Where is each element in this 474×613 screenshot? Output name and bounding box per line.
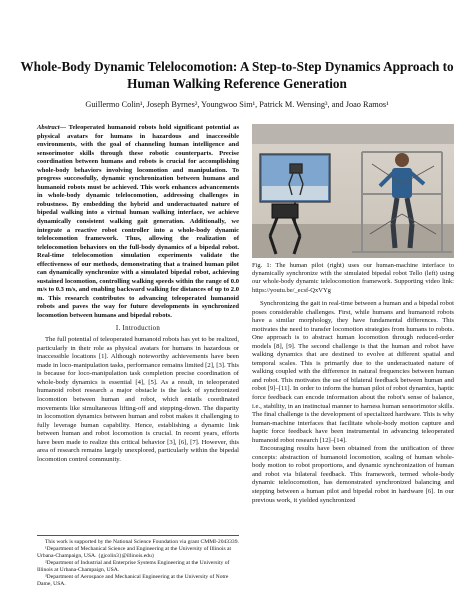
abstract	[37, 124, 239, 321]
figure-1-caption: Fig. 1: The human pilot (right) uses our human-machine interface to dynamically synchronize with the simulated bipedal robot Tello (left) using our whole-body dynamic telelocomotion framework. Supporting video link: https://youtu.be/_ecsf-QxVYg	[252, 262, 454, 294]
intro-paragraph: The full potential of teleoperated humanoid robots has yet to be realized, particularly in their role as physical avatars for humans in hazardous or inaccessible locations [1]. Although noteworthy achievements have been made in loco-manipulation tasks, performance remains limited [2], [3]. This is because for loco-manipulation task completion precise coordination of whole-body dynamics is essential [4], [5]. As a result, in teleoperated humanoid robot research a major obstacle is the lack of synchronized locomotion between human and robot, which entails coordinated movements like simultaneous lifting-off and stepping-down. The disparity in locomotion dynamics between human and robot makes it challenging to fully leverage human capability. Hence, establishing a dynamic link between human and robot locomotion is crucial. In recent years, efforts have been made to realize this critical behavior [3], [6], [7]. However, this area of research remains largely unexplored, particularly within the bipedal locomotion control community.	[37, 336, 239, 463]
author-list: Guillermo Colin¹, Joseph Byrnes², Youngwoo Sim¹, Patrick M. Wensing³, and Joao Ramos¹	[85, 100, 389, 109]
footnote-affiliation-1: ¹Department of Mechanical Science and Engineering at the University of Illinois at Urbana-Champaign, USA. {gjcolin3}@illinois.edu}	[37, 546, 232, 559]
left-column	[37, 124, 239, 464]
figure-1-image	[252, 124, 454, 258]
footnote-affiliation-3: ³Department of Aerospace and Mechanical Engineering at the University of Notre Dame, USA.	[37, 574, 229, 587]
paper-title: Whole-Body Dynamic Telelocomotion: A Step-to-Step Dynamics Approach to Human Walking Reference Generation	[20, 59, 454, 91]
body-paragraph-2: Encouraging results have been obtained from the unification of three concepts: abstraction of humanoid locomotion, scaling of human whole-body motion to robot proportions, and dynamic synchronization of human and robot via bilateral feedback. This framework, termed whole-body dynamic telelocomotion, has demonstrated synchronized balancing and stepping between a human pilot and bipedal robot in hardware [6]. In our previous work, it yielded synchronized	[252, 445, 454, 504]
figure-illustration	[252, 124, 454, 258]
right-column-body	[252, 300, 454, 505]
abstract-text: Teleoperated humanoid robots hold significant potential as physical avatars for humans in hazardous and inaccessible environments, with the goal of channeling human intelligence and sensorimotor skills through these robotic counterparts. Precise coordination between humans and robots is crucial for accomplishing whole-body behaviors involving locomotion and manipulation. To progress successfully, dynamic synchronization between humans and humanoid robots must be achieved. This work enhances advancements in whole-body dynamic telelocomotion, addressing challenges in robustness. By embedding the hybrid and underactuated nature of bipedal walking into a virtual human walking interface, we achieve dynamically consistent walking gait generation. Additionally, we integrate a reactive robot controller into a whole-body dynamic telelocomotion framework. Thus, allowing the realization of telelocomotion behaviors on the full-body dynamics of a bipedal robot. Real-time telelocomotion simulation experiments validate the effectiveness of our methods, demonstrating that a trained human pilot can dynamically synchronize with a simulated bipedal robot, achieving sustained locomotion, controlling walking speeds within the range of 0.0 m/s to 0.3 m/s, and enabling backward walking for distances of up to 2.0 m. This research contributes to advancing teleoperated humanoid robots and paves the way for future developments in synchronized locomotion between humans and bipedal robots.	[37, 124, 239, 320]
footnote-affiliation-2: ²Department of Industrial and Enterprise Systems Engineering at the University of Illinois at Urbana-Champaign, USA.	[37, 560, 230, 573]
abstract-label: Abstract—	[37, 124, 67, 131]
footnote-funding: This work is supported by the National Science Foundation via grant CMMI-2043339.	[45, 539, 239, 545]
section-heading-introduction: I. Introduction	[115, 324, 161, 332]
body-paragraph-1: Synchronizing the gait in real-time between a human and a bipedal robot poses considerable challenges. First, while humans and humanoid robots have a similar morphology, they have fundamental differences. This motivates the need to transfer locomotion strategies from humans to robots. One approach is to abstract human locomotion through reduced-order models [8], [9]. The second challenge is that the human and robot have walking dynamics that are destined to evolve at different spatial and temporal scales. This is primarily due to the underactuated nature of walking coupled with the difference in natural frequencies between human and robot. This motivates the use of bilateral feedback between human and robot [9]–[11]. In order to inform the human pilot of robot dynamics, haptic force feedback can encode information about the robot's sense of balance, i.e., stability, in an instinctual manner to harness human sensorimotor skills. The final challenge is the development of specialized hardware. This is why human-machine interfaces that facilitate whole-body motion capture and haptic force feedback have been instrumental in advancing teleoperated humanoid robot research [12]–[14].	[252, 300, 454, 444]
footnotes	[37, 535, 239, 588]
